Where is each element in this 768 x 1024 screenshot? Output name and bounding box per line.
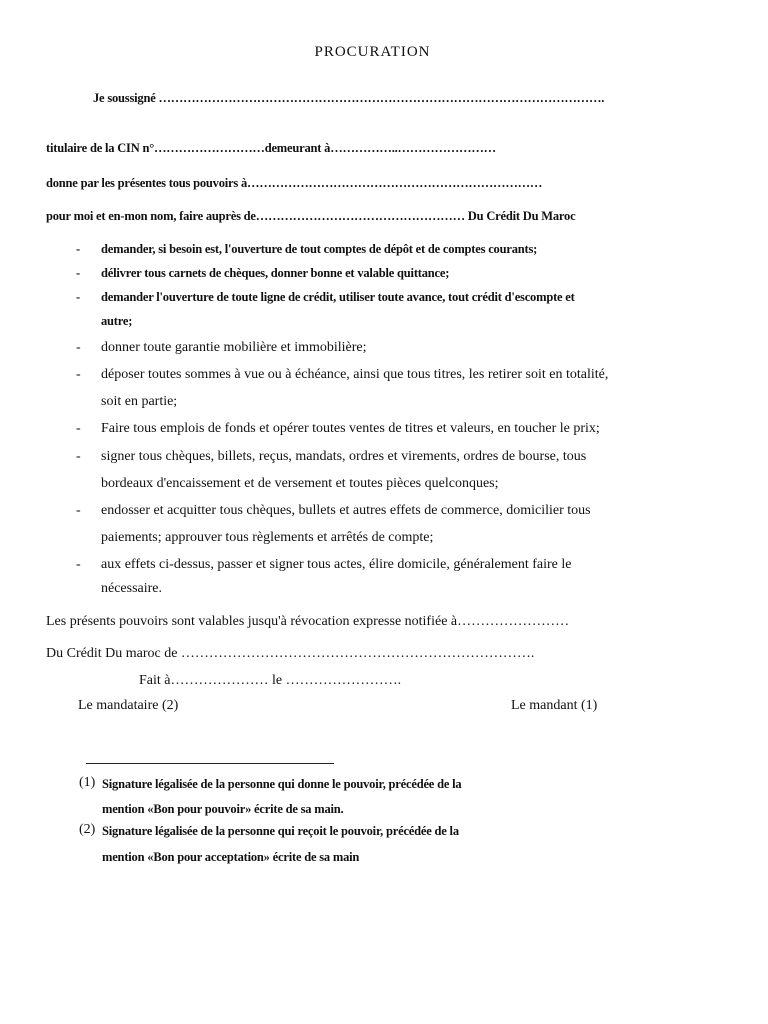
footnote-text: Signature légalisée de la personne qui donne le pouvoir, précédée de la — [102, 777, 462, 791]
bullet-dash: - — [76, 421, 81, 436]
mandant-label: Le mandant (1) — [511, 698, 598, 713]
bullet-dash: - — [76, 503, 81, 518]
bullet-dash: - — [76, 449, 81, 464]
mandataire-label: Le mandataire (2) — [78, 698, 179, 713]
list-item-text: signer tous chèques, billets, reçus, mandats, ordres et virements, ordres de bourse, tous — [101, 449, 587, 464]
footnote-text-continued: mention «Bon pour pouvoir» écrite de sa main. — [102, 802, 344, 816]
list-item-text: Faire tous emplois de fonds et opérer toutes ventes de titres et valeurs, en toucher le prix; — [101, 421, 600, 436]
bullet-dash: - — [76, 242, 80, 256]
footnote-text-continued: mention «Bon pour acceptation» écrite de sa main — [102, 850, 360, 864]
bullet-dash: - — [76, 367, 81, 382]
validity-line: Les présents pouvoirs sont valables jusqu'à révocation expresse notifiée à…………………… — [46, 614, 570, 629]
list-item-text: aux effets ci-dessus, passer et signer tous actes, élire domicile, généralement faire le — [101, 557, 572, 572]
bullet-dash: - — [76, 266, 80, 280]
footnote-number: (2) — [79, 822, 96, 837]
list-item-text: délivrer tous carnets de chèques, donner bonne et valable quittance; — [101, 266, 450, 280]
list-item-text: demander, si besoin est, l'ouverture de tout comptes de dépôt et de comptes courants; — [101, 242, 538, 256]
footnote-text: Signature légalisée de la personne qui reçoit le pouvoir, précédée de la — [102, 824, 459, 838]
pouvoirs-line: donne par les présentes tous pouvoirs à……………………………………………………………… — [46, 176, 543, 190]
bullet-dash: - — [76, 340, 81, 355]
footnote-number: (1) — [79, 775, 96, 790]
list-item-text-continued: soit en partie; — [101, 394, 178, 409]
list-item-text-continued: bordeaux d'encaissement et de versement et toutes pièces quelconques; — [101, 476, 499, 491]
bullet-dash: - — [76, 290, 80, 304]
fait-a-line: Fait à………………… le ……………………. — [139, 673, 402, 688]
list-item-text: endosser et acquitter tous chèques, bullets et autres effets de commerce, domicilier tous — [101, 503, 591, 518]
soussigne-line: Je soussigné ………………………………………………………………………………………………. — [93, 91, 605, 105]
bullet-dash: - — [76, 557, 81, 572]
list-item-text-continued: paiements; approuver tous règlements et arrêtés de compte; — [101, 530, 434, 545]
list-item-text: donner toute garantie mobilière et immobilière; — [101, 340, 367, 355]
list-item-text: demander l'ouverture de toute ligne de crédit, utiliser toute avance, tout crédit d'escompte et — [101, 290, 575, 304]
list-item-text-continued: autre; — [101, 314, 133, 328]
document-title: PROCURATION — [314, 44, 431, 60]
aupres-line: pour moi et en-mon nom, faire auprès de…………………………………………… Du Crédit Du Maroc — [46, 209, 576, 223]
credit-du-maroc-line: Du Crédit Du maroc de …………………………………………………………………. — [46, 646, 535, 661]
list-item-text-continued: nécessaire. — [101, 581, 163, 596]
footnote-separator — [86, 763, 334, 764]
cin-line: titulaire de la CIN n°………………………demeurant à……………..…………………… — [46, 141, 496, 155]
list-item-text: déposer toutes sommes à vue ou à échéance, ainsi que tous titres, les retirer soit en totalité, — [101, 367, 609, 382]
